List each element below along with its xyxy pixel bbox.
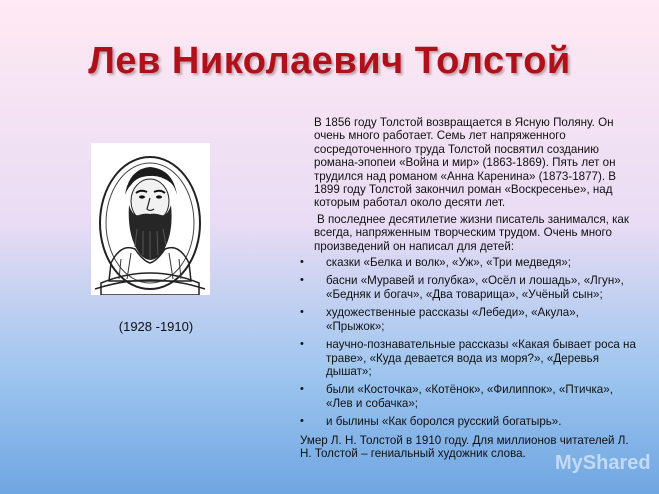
portrait-drawing [91, 143, 210, 295]
list-item: • басни «Муравей и голубка», «Осёл и лошадь», «Лгун», «Бедняк и богач», «Два товарища», «Учёный сын»; [300, 274, 640, 301]
works-list [300, 256, 640, 428]
list-item: • научно-познавательные рассказы «Какая бывает роса на траве», «Куда девается вода из моря?», «Деревья дышат»; [300, 338, 640, 378]
life-years-caption: (1928 -1910) [118, 319, 194, 334]
list-item: • художественные рассказы «Лебеди», «Акула», «Прыжок»; [300, 306, 640, 333]
slide-title: Лев Николаевич Толстой [88, 40, 571, 82]
list-item: • сказки «Белка и волк», «Уж», «Три медведя»; [300, 256, 640, 269]
paragraph-conclusion: Умер Л. Н. Толстой в 1910 году. Для миллионов читателей Л. Н. Толстой – гениальный художник слова. [300, 433, 629, 460]
paragraph-children-works: В последнее десятилетие жизни писатель занимался, как всегда, напряженным творческим трудом. Очень много произведений он написал для детей: [314, 212, 629, 253]
list-item: • и былины «Как боролся русский богатырь». [300, 415, 640, 428]
paragraph-biography: В 1856 году Толстой возвращается в Ясную Поляну. Он очень много работает. Семь лет напряженного сосредоточенного труда Толстой посвятил созданию романа-эпопеи «Война и мир» (1863-1869). Пять лет он трудился над романом «Анна Каренина» (1873-1877). В 1899 году Толстой закончил роман «Воскресенье», над которым работал около десяти лет. [314, 116, 617, 210]
watermark-logo: MyShared [555, 452, 651, 474]
list-item: • были «Косточка», «Котёнок», «Филиппок», «Птичка», «Лев и собачка»; [300, 383, 640, 410]
portrait-image [91, 143, 210, 295]
text-content [300, 116, 640, 460]
